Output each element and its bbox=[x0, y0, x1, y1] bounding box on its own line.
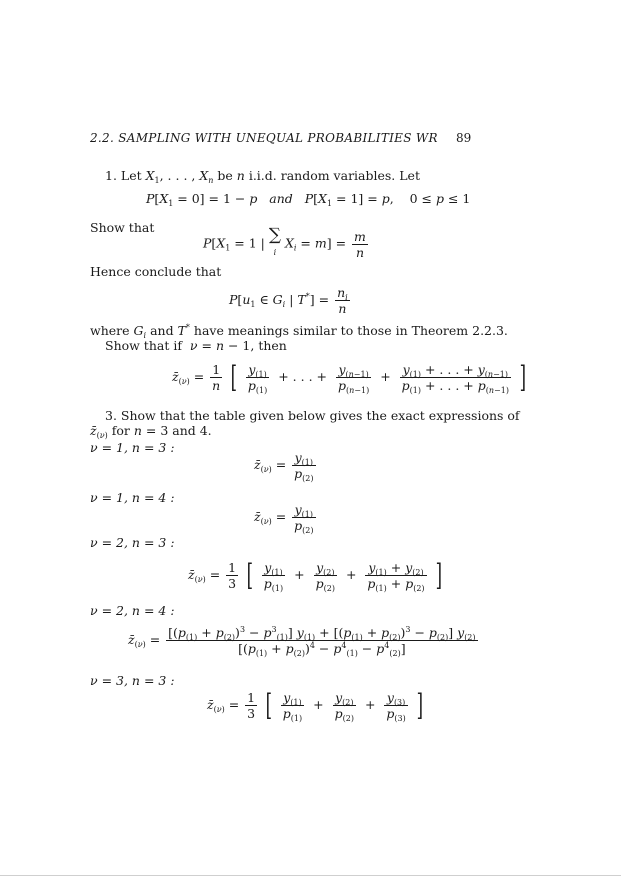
equation-case-3: $z̄_{(\nu)}$ = $\frac{1}{3}$ [ $\frac{y_{(1)}}{p_{(1)}}$ + $\frac{y_{(2)}}{p_{(2)}}$ + $\frac{y_{(1)} + y_{(2)}}{p_{(1)} + p_{(2)}}$ ] bbox=[188, 557, 442, 593]
page-number: 89 bbox=[456, 131, 472, 145]
page-bottom-edge bbox=[0, 875, 621, 876]
equation-case-5: $z̄_{(\nu)}$ = $\frac{1}{3}$ [ $\frac{y_{(1)}}{p_{(1)}}$ + $\frac{y_{(2)}}{p_{(2)}}$ + $\frac{y_{(3)}}{p_{(3)}}$ ] bbox=[207, 687, 423, 723]
running-header: 2.2. SAMPLING WITH UNEQUAL PROBABILITIES WR bbox=[90, 131, 438, 145]
equation-case-4: $z̄_{(\nu)}$ = $\frac{[(p_{(1)} + p_{(2)})^3 - p^3_{(1)}] y_{(1)} + [(p_{(1)} + p_{(2)})^3 - p_{(2)}] y_{(2)}}{[(p_{(1)} + p_{(2)})^4 - p^4_{(1)} - p^4_{(2)}]}$ bbox=[128, 625, 476, 658]
case-label-4: ν = 2, n = 4 : bbox=[90, 603, 175, 618]
case-label-3: ν = 2, n = 3 : bbox=[90, 535, 175, 550]
case-label-1: ν = 1, n = 3 : bbox=[90, 440, 175, 455]
equation-case-2: $z̄_{(\nu)}$ = $\frac{y_{(1)}}{p_{(2)}}$ bbox=[254, 502, 314, 535]
case-label-2: ν = 1, n = 4 : bbox=[90, 490, 175, 505]
problem-3-intro-cont: $z̄_{(\nu)}$ for n = 3 and 4. bbox=[90, 423, 212, 440]
equation-problem-2: $z̄_{(\nu)}$ = $\frac{1}{n}$ [ $\frac{y_{(1)}}{p_{(1)}}$ + . . . + $\frac{y_{(n-1)}}{p_{(n-1)}}$ + $\frac{y_{(1)} + . . . + y_{(n-1)}}{p_{(1)} + . . . + p_{(n-1)}}$ ] bbox=[172, 359, 527, 395]
case-label-5: ν = 3, n = 3 : bbox=[90, 673, 175, 688]
show-that-text: Show that bbox=[90, 220, 155, 235]
where-text: where $G_i$ and T* have meanings similar to those in Theorem 2.2.3. bbox=[90, 323, 508, 340]
problem-2-intro: Show that if ν = n − 1, then bbox=[105, 338, 287, 353]
problem-3-intro: 3. Show that the table given below gives the exact expressions of bbox=[105, 408, 520, 423]
equation-case-1: $z̄_{(\nu)}$ = $\frac{y_{(1)}}{p_{(2)}}$ bbox=[254, 450, 314, 483]
problem-1-intro: 1. Let $X_1$, . . . , $X_n$ be n i.i.d. random variables. Let bbox=[105, 168, 420, 185]
equation-bernoulli: $P[X_1 = 0] = 1 - p$ and $P[X_1 = 1] = p$, 0 ≤ p ≤ 1 bbox=[146, 191, 471, 208]
equation-conditional-probability: $P[X_1 = 1$ | ∑ i $X_i = m$] = $\frac{m}{n}$ bbox=[203, 225, 366, 260]
equation-inclusion: $P[u_1$ ∈ $G_i$ | T*] = $\frac{n_i}{n}$ bbox=[229, 285, 348, 316]
hence-conclude-text: Hence conclude that bbox=[90, 264, 222, 279]
